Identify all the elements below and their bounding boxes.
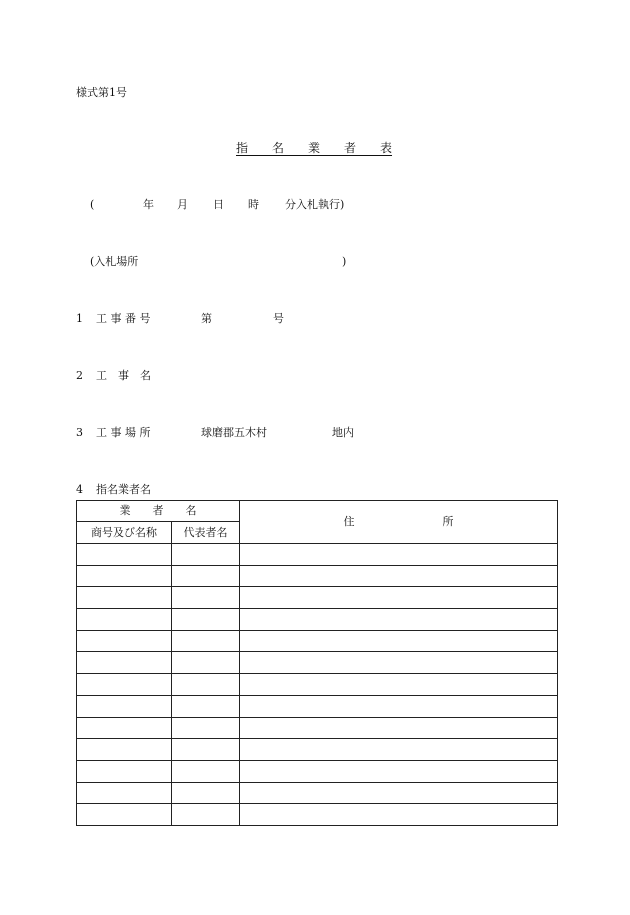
representative-cell xyxy=(172,652,240,674)
representative-cell xyxy=(172,609,240,631)
item-label: 指名業者名 xyxy=(96,483,151,496)
address-cell xyxy=(240,739,558,761)
company-cell xyxy=(77,674,172,696)
table-row xyxy=(77,674,558,696)
table-row xyxy=(77,544,558,566)
address-cell xyxy=(240,544,558,566)
month-label: 月 xyxy=(177,198,188,211)
table-row xyxy=(77,609,558,631)
table-row xyxy=(77,804,558,826)
company-cell xyxy=(77,782,172,804)
year-label: 年 xyxy=(143,198,154,211)
table-row xyxy=(77,630,558,652)
location-suffix: 地内 xyxy=(332,426,354,439)
minute-suffix: 分入札執行) xyxy=(285,198,345,211)
representative-cell xyxy=(172,695,240,717)
representative-cell xyxy=(172,782,240,804)
table-row xyxy=(77,739,558,761)
item-number: 3 xyxy=(76,426,83,439)
number-suffix: 号 xyxy=(273,312,284,325)
representative-cell xyxy=(172,587,240,609)
company-cell xyxy=(77,760,172,782)
company-cell xyxy=(77,544,172,566)
item-label: 工 事 場 所 xyxy=(96,426,151,439)
page-title: 指 名 業 者 表 xyxy=(236,141,393,155)
company-cell xyxy=(77,717,172,739)
item-label: 工 事 名 xyxy=(96,369,151,382)
table-row xyxy=(77,760,558,782)
form-number: 様式第1号 xyxy=(76,86,127,99)
table-row xyxy=(77,717,558,739)
address-cell xyxy=(240,695,558,717)
address-cell xyxy=(240,565,558,587)
item-number: 2 xyxy=(76,369,83,382)
representative-cell xyxy=(172,717,240,739)
venue-label: (入札場所 xyxy=(90,255,139,268)
company-cell xyxy=(77,804,172,826)
table-row xyxy=(77,695,558,717)
address-cell xyxy=(240,782,558,804)
contractor-table xyxy=(76,500,558,826)
address-cell xyxy=(240,804,558,826)
company-cell xyxy=(77,652,172,674)
table-row xyxy=(77,782,558,804)
company-cell xyxy=(77,565,172,587)
address-cell xyxy=(240,717,558,739)
representative-cell xyxy=(172,630,240,652)
table-row xyxy=(77,652,558,674)
representative-cell xyxy=(172,760,240,782)
address-cell xyxy=(240,587,558,609)
company-cell xyxy=(77,630,172,652)
header-contractor-name: 業 者 名 xyxy=(77,501,240,522)
address-cell xyxy=(240,760,558,782)
venue-close-paren: ) xyxy=(342,255,347,268)
company-cell xyxy=(77,695,172,717)
item-number: 4 xyxy=(76,483,83,496)
number-prefix: 第 xyxy=(201,312,212,325)
hour-label: 時 xyxy=(248,198,259,211)
header-company-name: 商号及び名称 xyxy=(77,522,172,544)
representative-cell xyxy=(172,804,240,826)
company-cell xyxy=(77,739,172,761)
item-label: 工 事 番 号 xyxy=(96,312,151,325)
representative-cell xyxy=(172,674,240,696)
address-cell xyxy=(240,609,558,631)
representative-cell xyxy=(172,565,240,587)
address-cell xyxy=(240,630,558,652)
representative-cell xyxy=(172,739,240,761)
address-cell xyxy=(240,674,558,696)
company-cell xyxy=(77,609,172,631)
table-row xyxy=(77,565,558,587)
location-value: 球磨郡五木村 xyxy=(201,426,267,439)
header-address: 住 所 xyxy=(240,501,558,544)
representative-cell xyxy=(172,544,240,566)
open-paren: ( xyxy=(90,198,95,211)
company-cell xyxy=(77,587,172,609)
address-cell xyxy=(240,652,558,674)
header-representative: 代表者名 xyxy=(172,522,240,544)
item-number: 1 xyxy=(76,312,83,325)
day-label: 日 xyxy=(213,198,224,211)
table-row xyxy=(77,587,558,609)
